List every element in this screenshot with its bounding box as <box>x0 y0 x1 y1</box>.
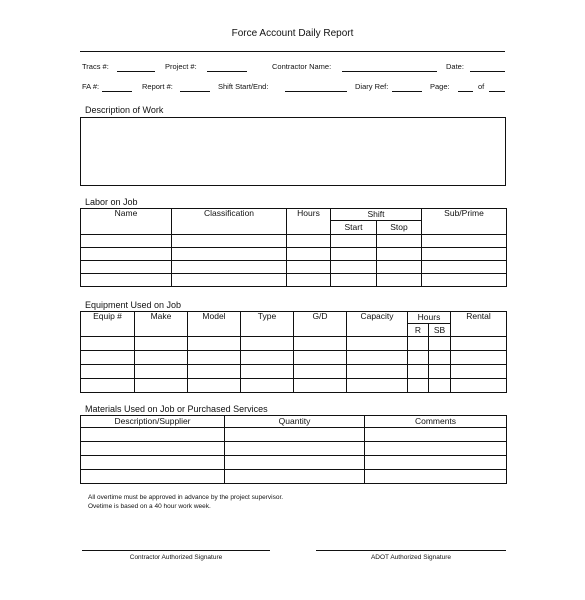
materials-header-row <box>81 416 507 428</box>
shift-start-end-field[interactable] <box>285 91 347 92</box>
equipment-col-equip: Equip # <box>81 312 135 337</box>
materials-table <box>80 415 507 484</box>
adot-signature-label: ADOT Authorized Signature <box>370 554 452 561</box>
fa-field[interactable] <box>102 91 132 92</box>
equipment-title: Equipment Used on Job <box>85 300 182 310</box>
table-row <box>81 456 507 470</box>
table-row <box>81 379 507 393</box>
table-row <box>81 235 507 248</box>
tracs-field[interactable] <box>117 71 155 72</box>
contractor-signature-line[interactable] <box>82 550 270 551</box>
project-label: Project #: <box>165 62 197 71</box>
equipment-col-capacity: Capacity <box>347 312 408 337</box>
description-box[interactable] <box>80 117 506 186</box>
labor-table <box>80 208 507 287</box>
shift-start-end-label: Shift Start/End: <box>218 82 269 91</box>
tracs-label: Tracs #: <box>82 62 109 71</box>
header-row-2 <box>80 82 505 94</box>
table-row <box>81 261 507 274</box>
equipment-col-type: Type <box>241 312 294 337</box>
diary-ref-field[interactable] <box>392 91 422 92</box>
labor-col-sub-prime: Sub/Prime <box>422 209 507 235</box>
equipment-col-gd: G/D <box>294 312 347 337</box>
date-field[interactable] <box>470 71 505 72</box>
equipment-col-hours-r: R <box>408 324 429 337</box>
labor-col-shift: Shift <box>331 209 422 221</box>
labor-col-shift-stop: Stop <box>377 221 422 235</box>
diary-ref-label: Diary Ref: <box>355 82 389 91</box>
overtime-note: All overtime must be approved in advance by the project supervisor. <box>88 494 284 501</box>
title-divider <box>80 51 505 52</box>
table-row <box>81 365 507 379</box>
overtime-basis-note: Ovetime is based on a 40 hour work week. <box>88 503 211 510</box>
table-row <box>81 248 507 261</box>
labor-col-classification: Classification <box>172 209 287 235</box>
table-row <box>81 274 507 287</box>
equipment-col-make: Make <box>135 312 188 337</box>
equipment-table <box>80 311 507 393</box>
report-field[interactable] <box>180 91 210 92</box>
description-title: Description of Work <box>85 105 164 115</box>
equipment-header-row <box>81 312 507 324</box>
header-row-1 <box>80 62 505 74</box>
adot-signature-line[interactable] <box>316 550 506 551</box>
labor-col-shift-start: Start <box>331 221 377 235</box>
fa-label: FA #: <box>82 82 100 91</box>
page-field[interactable] <box>458 91 473 92</box>
table-row <box>81 470 507 484</box>
contractor-name-field[interactable] <box>342 71 437 72</box>
equipment-col-model: Model <box>188 312 241 337</box>
labor-header-row <box>81 209 507 221</box>
date-label: Date: <box>446 62 464 71</box>
materials-col-comments: Comments <box>365 416 507 428</box>
table-row <box>81 337 507 351</box>
table-row <box>81 351 507 365</box>
labor-col-hours: Hours <box>287 209 331 235</box>
report-label: Report #: <box>142 82 173 91</box>
contractor-name-label: Contractor Name: <box>272 62 332 71</box>
contractor-signature-label: Contractor Authorized Signature <box>129 554 223 561</box>
equipment-col-rental: Rental <box>451 312 507 337</box>
page-label: Page: <box>430 82 450 91</box>
project-field[interactable] <box>207 71 247 72</box>
labor-col-name: Name <box>81 209 172 235</box>
report-title: Force Account Daily Report <box>231 28 354 39</box>
page-total-field[interactable] <box>489 91 505 92</box>
materials-title: Materials Used on Job or Purchased Services <box>85 404 268 414</box>
of-label: of <box>478 82 485 91</box>
materials-col-description: Description/Supplier <box>81 416 225 428</box>
table-row <box>81 442 507 456</box>
table-row <box>81 428 507 442</box>
equipment-col-hours-sb: SB <box>429 324 451 337</box>
equipment-col-hours: Hours <box>408 312 451 324</box>
materials-col-quantity: Quantity <box>225 416 365 428</box>
labor-title: Labor on Job <box>85 197 138 207</box>
